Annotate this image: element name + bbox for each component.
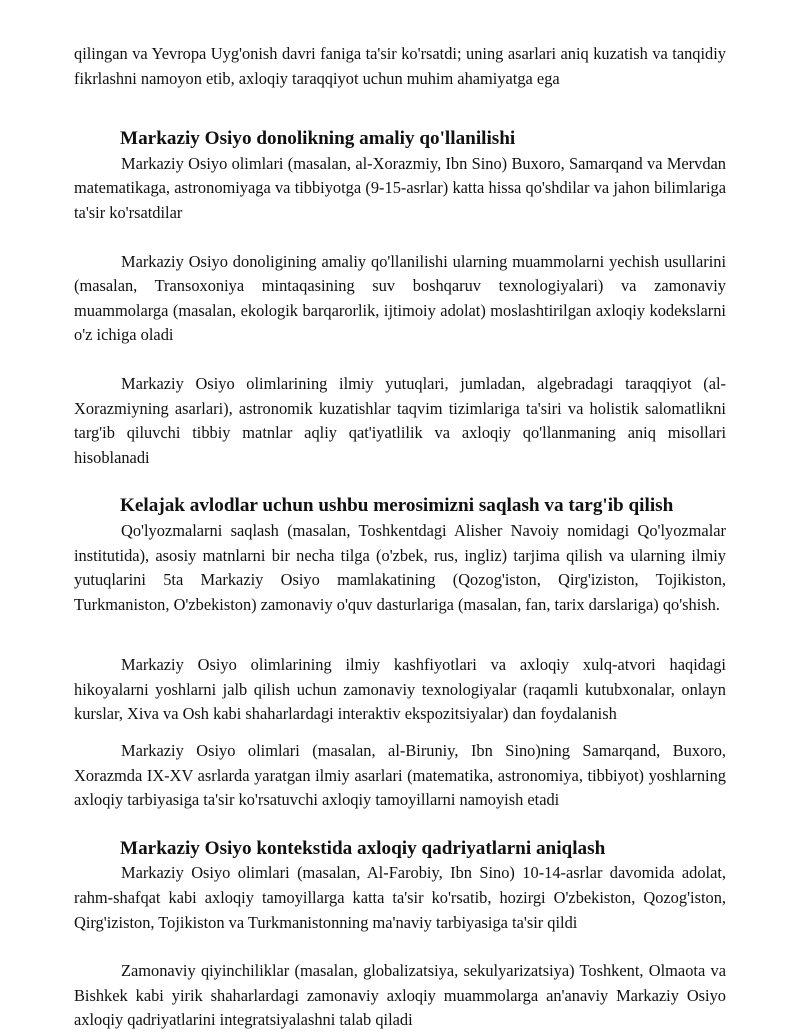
paragraph: Markaziy Osiyo donoligining amaliy qo'llanilishi ularning muammolarni yechish usullarini (masalan, Transoxoniya mintaqasining suv boshqaruv texnologiyalari) va zamonaviy muammolarga (masalan, ekologik barqarorlik, ijtimoiy adolat) moslashtirilgan axloqiy kodekslarni o'z ichiga oladi (74, 251, 726, 345)
section-heading-practical-wisdom: Markaziy Osiyo donolikning amaliy qo'llanilishi (120, 128, 516, 150)
paragraph: Qo'lyozmalarni saqlash (masalan, Toshkentdagi Alisher Navoiy nomidagi Qo'lyozmalar institutida), asosiy matnlarni bir necha tilga (o'zbek, rus, ingliz) tarjima qilish va ularning ilmiy yutuqlarini 5ta Markaziy Osiyo mamlakatining (Qozog'iston, Qirg'iziston, Tojikiston, Turkmaniston, O'zbekiston) zamonaviy o'quv dasturlariga (masalan, fan, tarix darslariga) qo'shish. (74, 520, 726, 614)
spacer (74, 348, 726, 372)
paragraph: Markaziy Osiyo olimlarining ilmiy kashfiyotlari va axloqiy xulq-atvori haqidagi hikoyalarni yoshlarni jalb qilish uchun zamonaviy texnologiyalar (raqamli kutubxonalar, onlayn kurslar, Xiva va Osh kabi shaharlardagi interaktiv ekspozitsiyalar) dan foydalanish (74, 655, 726, 724)
document-page (74, 42, 726, 1033)
spacer (74, 226, 726, 250)
paragraph: Markaziy Osiyo olimlari (masalan, Al-Farobiy, Ibn Sino) 10-14-asrlar davomida adolat, rahm-shafqat kabi axloqiy tamoyillarga katta ta'sir ko'rsatib, hozirgi O'zbekiston, Qozog'iston, Qirg'iziston, Tojikiston va Turkmanistonning ma'naviy tarbiyasiga ta'sir qildi (74, 863, 726, 932)
spacer (74, 617, 726, 653)
section-heading-moral-values: Markaziy Osiyo kontekstida axloqiy qadriyatlarni aniqlash (120, 837, 606, 859)
spacer (74, 727, 726, 739)
paragraph: Markaziy Osiyo olimlari (masalan, al-Biruniy, Ibn Sino)ning Samarqand, Buxoro, Xorazmda IX-XV asrlarda yaratgan ilmiy asarlari (matematika, astronomiya, tibbiyot) yoshlarning axloqiy tarbiyasiga ta'sir ko'rsatuvchi axloqiy tamoyillarni namoyish etadi (74, 741, 726, 810)
spacer (74, 470, 726, 494)
paragraph: Markaziy Osiyo olimlarining ilmiy yutuqlari, jumladan, algebradagi taraqqiyot (al-Xorazmiyning asarlari), astronomik kuzatishlar taqvim tizimlariga ta'siri va holistik salomatlikni targ'ib qiluvchi tibbiy matnlar aqliy qat'iyatlilik va axloqiy qo'llanmaning aniq misollari hisoblanadi (74, 373, 726, 467)
section-heading-heritage-preservation: Kelajak avlodlar uchun ushbu merosimizni saqlash va targ'ib qilish (120, 495, 674, 517)
intro-paragraph: qilingan va Yevropa Uyg'onish davri faniga ta'sir ko'rsatdi; uning asarlari aniq kuzatish va tanqidiy fikrlashni namoyon etib, axloqiy taraqqiyot uchun muhim ahamiyatga ega (74, 44, 726, 88)
spacer (74, 91, 726, 127)
spacer (74, 813, 726, 837)
paragraph: Zamonaviy qiyinchiliklar (masalan, globalizatsiya, sekulyarizatsiya) Toshkent, Olmaota va Bishkek kabi yirik shaharlardagi zamonaviy axloqiy muammolarga an'anaviy Markaziy Osiyo axloqiy qadriyatlarini integratsiyalashni talab qiladi (74, 961, 726, 1030)
paragraph: Markaziy Osiyo olimlari (masalan, al-Xorazmiy, Ibn Sino) Buxoro, Samarqand va Mervdan matematikaga, astronomiyaga va tibbiyotga (9-15-asrlar) katta hissa qo'shdilar va jahon bilimlariga ta'sir ko'rsatdilar (74, 153, 726, 222)
spacer (74, 935, 726, 959)
